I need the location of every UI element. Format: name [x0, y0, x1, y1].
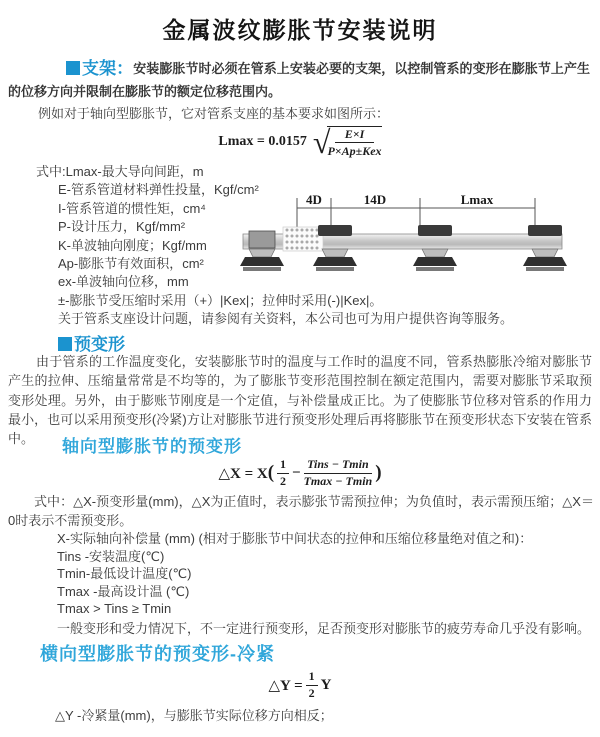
support-example-line: 例如对于轴向型膨胀节，它对管系支座的基本要求如图所示：	[38, 106, 390, 121]
dimension-label-lmax: Lmax	[460, 193, 494, 207]
lateral-definition-line: △Y -冷紧量(mm)，与膨胀节实际位移方向相反；	[55, 708, 333, 723]
fraction-numerator: 1	[306, 670, 318, 686]
fraction-denominator: 2	[280, 473, 287, 488]
support-requirement-diagram	[236, 193, 600, 285]
lmax-formula-fraction	[327, 126, 381, 159]
predeform-paragraph: 由于管系的工作温度变化，安装膨胀节时的温度与工作时的温度不同，管系热膨胀冷缩对膨胀节产生的拉伸、压缩量常常是不均等的，为了膨胀节变形范围控制在额定范围内，需要对膨胀节采取预变形处理。另外，由于膨账节刚度是一个定值，与补偿量成正比。为了使膨胀节位移对管系的作用力最小，也可以采用预变形(冷紧)方让对膨胀节进行预变形处理后再将膨胀节在预变形状态下安装在管系中。	[8, 354, 592, 447]
dimension-labels	[306, 193, 494, 207]
plus-minus-note-line: ±-膨胀节受压缩时采用（+）|Kex|；拉伸时采用(-)|Kex|。	[58, 292, 383, 308]
one-half-fraction	[277, 458, 289, 489]
bellows-icon	[283, 227, 323, 251]
where-line: 式中:Lmax-最大导向间距，m	[36, 164, 204, 179]
temp-line: Tmax -最高设计温 (℃)	[57, 583, 190, 599]
sqrt-icon: √	[312, 124, 331, 160]
fraction-denominator: Tmax − Tmin	[303, 473, 373, 488]
support-section-heading	[66, 59, 133, 78]
fraction-numerator: 1	[277, 458, 289, 474]
param-line: ex-单波轴向位移，mm	[58, 274, 189, 290]
dimension-label-4d: 4D	[306, 193, 322, 207]
fraction-numerator: Tins − Tmin	[304, 458, 372, 474]
minus-sign: −	[292, 464, 301, 481]
predeform-section-label: 预变形	[74, 335, 125, 354]
section-marker-icon	[66, 61, 80, 75]
param-line: Ap-膨胀节有效面积，cm²	[58, 256, 204, 272]
support-section-label: 支架：	[82, 59, 134, 78]
axial-where-paragraph: 式中：△X-预变形量(mm)，△X为正值时，表示膨张节需预拉伸；为负值时，表示需预压缩；△X＝0时表示不需预变形。	[8, 494, 594, 528]
temperature-fraction	[304, 458, 373, 489]
consulting-note-line: 关于管系支座设计问题，请参阅有关资料，本公司也可为用户提供咨询等服务。	[58, 311, 514, 327]
axial-formula-lhs: △X = X	[218, 465, 268, 482]
lateral-formula	[0, 670, 600, 700]
temp-line: Tmin-最低设计温度(℃)	[57, 566, 192, 582]
one-half-fraction	[306, 670, 318, 701]
param-line: K-单波轴向刚度；Kgf/mm	[58, 237, 207, 253]
param-line: E-管系管道材料弹性投量，Kgf/cm²	[58, 182, 259, 198]
dimension-label-14d: 14D	[363, 193, 387, 207]
temp-line: Tmax > Tins ≥ Tmin	[57, 601, 172, 617]
param-line: I-管系管道的惯性矩，cm⁴	[58, 200, 206, 216]
temperature-definitions	[57, 530, 597, 618]
lateral-formula-lhs: △Y =	[268, 677, 303, 694]
lateral-formula-rhs: Y	[320, 676, 332, 693]
lmax-formula	[0, 124, 600, 160]
lmax-formula-lhs: Lmax = 0.0157	[218, 134, 307, 149]
close-paren: )	[375, 462, 382, 483]
fraction-numerator: E×I	[335, 127, 375, 143]
support-intro-paragraph	[8, 57, 590, 103]
lateral-subsection-heading: 横向型膨胀节的预变形-冷紧	[40, 644, 275, 664]
fraction-denominator: P×Ap±Kex	[327, 144, 382, 158]
axial-note-line: 一般变形和受力情况下，不一定进行预变形，足否预变形对膨胀节的疲劳寿命几乎没有影响。	[57, 621, 591, 636]
temp-line: Tins -安装温度(℃)	[57, 548, 165, 564]
section-marker-icon	[58, 337, 72, 351]
param-line: P-设计压力，Kgf/mm²	[58, 219, 186, 235]
page-title: 金属波纹膨胀节安装说明	[162, 17, 438, 43]
support-intro-text: 安装膨胀节时必须在管系上安装必要的支架，以控制管系的变形在膨胀节上产生的位移方向并限制在膨胀节的额定位移范围内。	[8, 61, 590, 99]
open-paren: (	[267, 462, 275, 483]
radical-expression	[313, 126, 382, 159]
fraction-denominator: 2	[308, 685, 315, 700]
axial-subsection-heading: 轴向型膨胀节的预变形	[62, 437, 242, 456]
x-definition-line: X-实际轴向补偿量 (mm) (相对于膨胀节中间状态的拉伸和压缩位移量绝对值之和)：	[57, 531, 533, 546]
axial-formula	[0, 456, 600, 490]
